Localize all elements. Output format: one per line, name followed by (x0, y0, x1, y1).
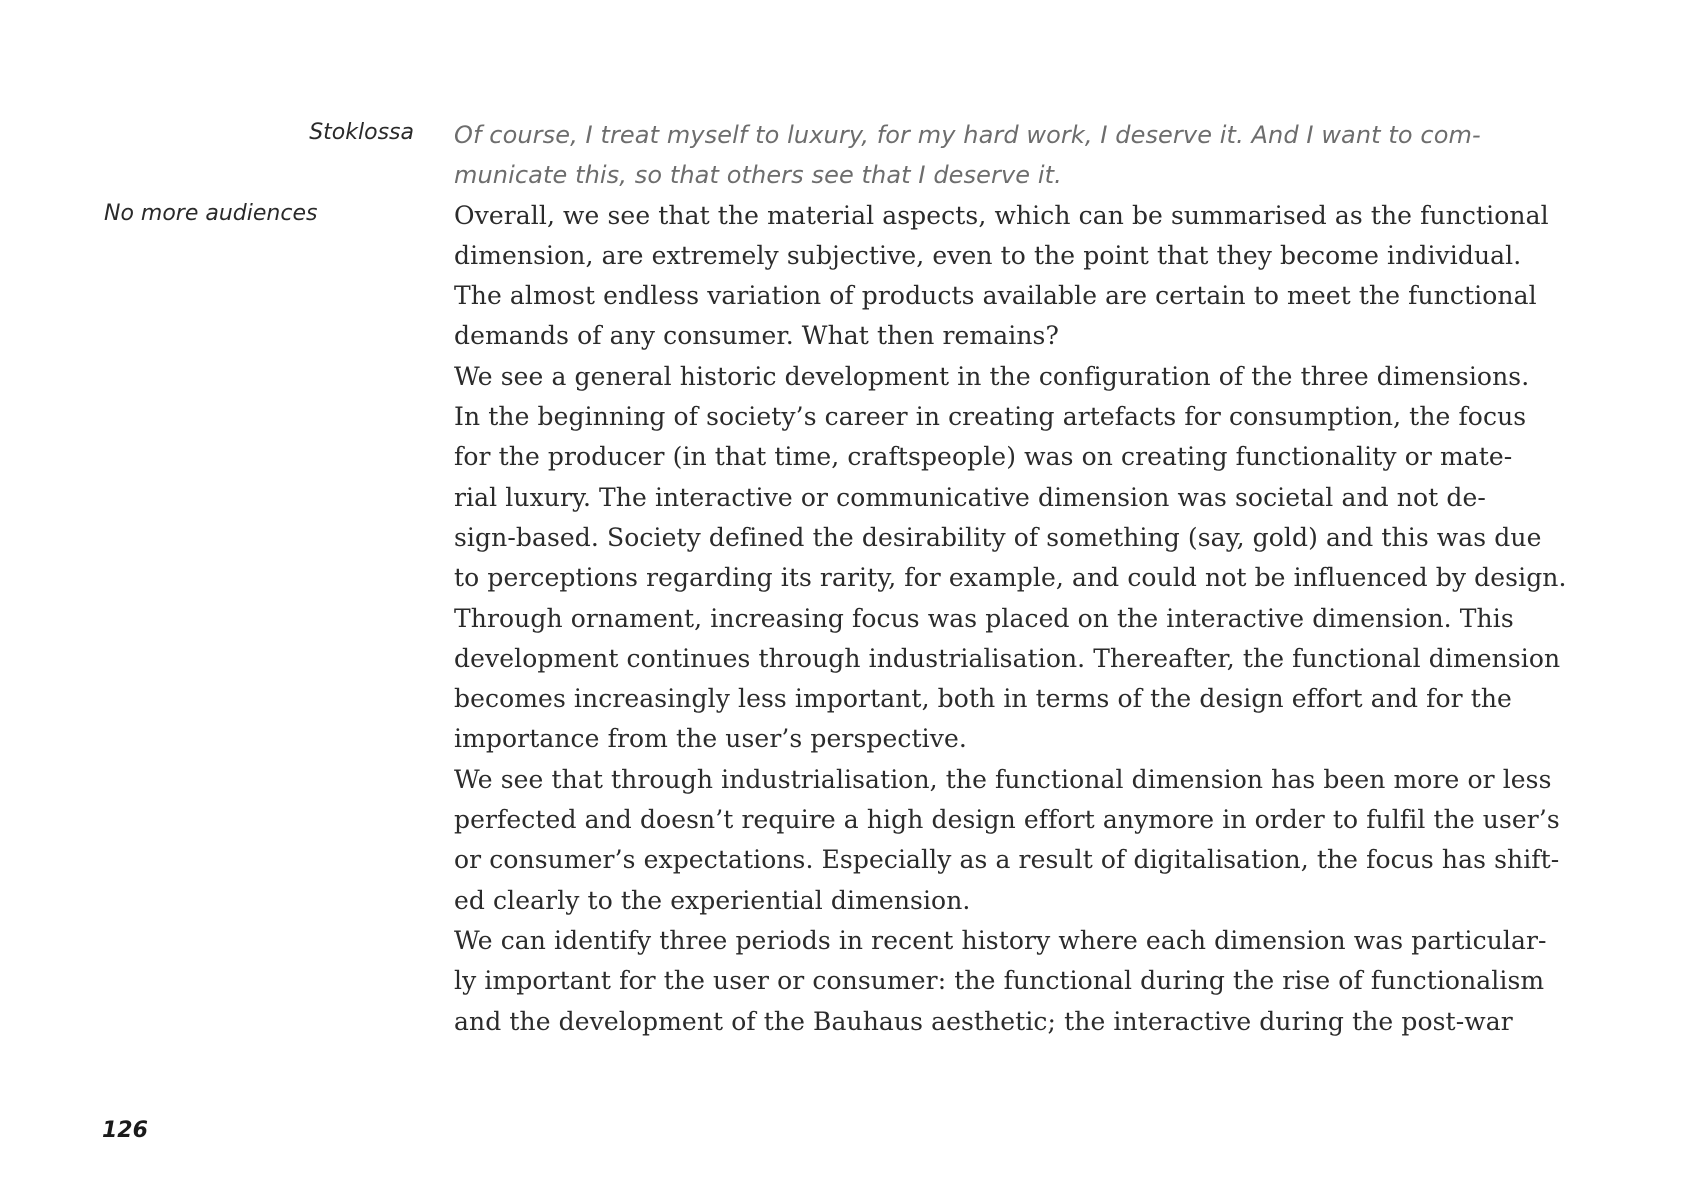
body-line: becomes increasingly less important, both in terms of the design effort and for the (454, 684, 1512, 714)
body-line: perfected and doesn’t require a high design effort anymore in order to fulfil the user’s (454, 805, 1560, 835)
main-text-column (454, 115, 1624, 1042)
body-line: Overall, we see that the material aspects, which can be summarised as the functional (454, 200, 1549, 230)
body-line: ly important for the user or consumer: the functional during the rise of functionalism (454, 966, 1545, 996)
interview-quote (454, 115, 1624, 196)
quote-line: municate this, so that others see that I deserve it. (454, 161, 1062, 190)
body-line: In the beginning of society’s career in creating artefacts for consumption, the focus (454, 402, 1527, 432)
body-line: development continues through industrialisation. Thereafter, the functional dimension (454, 643, 1561, 673)
body-line: ed clearly to the experiential dimension. (454, 885, 971, 915)
body-line: We see that through industrialisation, the functional dimension has been more or less (454, 764, 1552, 794)
quote-line: Of course, I treat myself to luxury, for my hard work, I deserve it. And I want to com- (454, 121, 1481, 149)
body-line: and the development of the Bauhaus aesthetic; the interactive during the post-war (454, 1006, 1513, 1036)
body-line: demands of any consumer. What then remains? (454, 321, 1059, 351)
body-line: sign-based. Society defined the desirability of something (say, gold) and this was due (454, 522, 1542, 552)
body-line: The almost endless variation of products available are certain to meet the functional (454, 281, 1537, 311)
section-heading: No more audiences (104, 201, 318, 226)
body-line: importance from the user’s perspective. (454, 724, 967, 754)
body-line: We see a general historic development in the configuration of the three dimensions. (454, 361, 1530, 391)
body-line: We can identify three periods in recent history where each dimension was particular- (454, 925, 1547, 955)
body-line: dimension, are extremely subjective, even to the point that they become individual. (454, 240, 1522, 270)
body-line: to perceptions regarding its rarity, for example, and could not be influenced by design. (454, 563, 1567, 593)
speaker-name: Stoklossa (309, 120, 414, 145)
page-number: 126 (102, 1118, 148, 1143)
body-line: Through ornament, increasing focus was placed on the interactive dimension. This (454, 603, 1514, 633)
body-line: for the producer (in that time, craftspeople) was on creating functionality or mate- (454, 442, 1513, 472)
body-line: or consumer’s expectations. Especially as a result of digitalisation, the focus has shift- (454, 845, 1560, 875)
body-text (454, 196, 1624, 1042)
body-line: rial luxury. The interactive or communicative dimension was societal and not de- (454, 482, 1486, 512)
